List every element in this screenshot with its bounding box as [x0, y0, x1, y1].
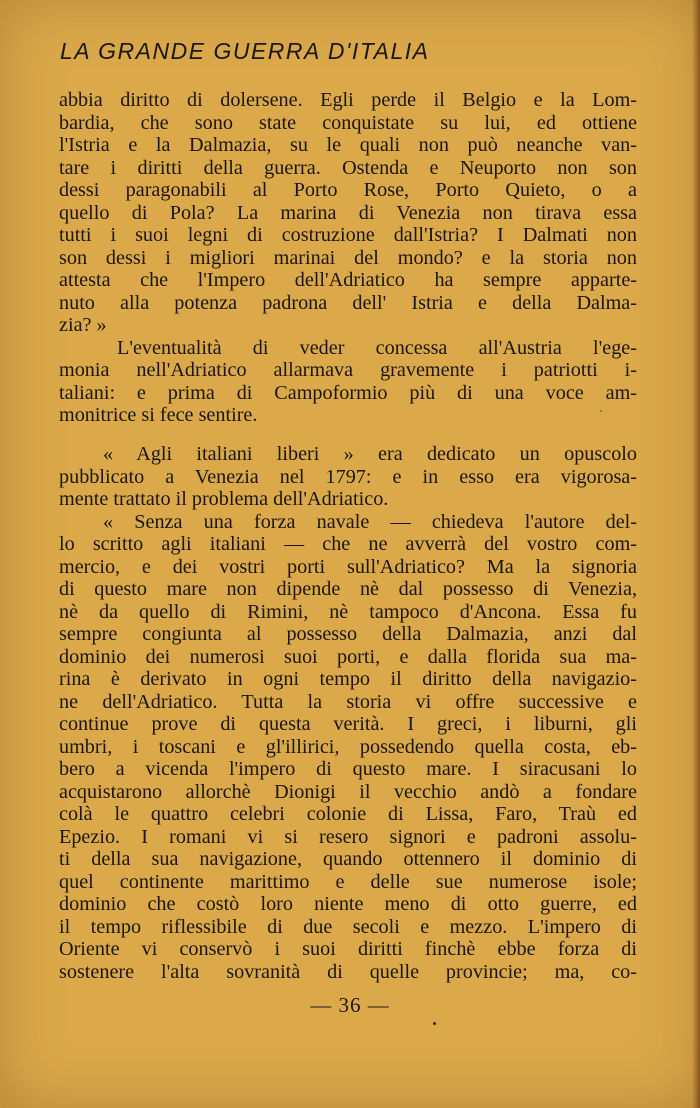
text-line: l'Istria e la Dalmazia, su le quali non può neanche van-: [59, 134, 637, 156]
text-line: monia nell'Adriatico allarmava gravemente i patriotti i-: [59, 359, 637, 381]
text-line: di questo mare non dipende nè dal possesso di Venezia,: [59, 578, 637, 600]
text-line: sempre congiunta al possesso della Dalmazia, anzi dal: [59, 623, 637, 645]
text-block-upper: [59, 89, 637, 427]
paper-speck: [600, 410, 602, 412]
text-line: quello di Pola? La marina di Venezia non tirava essa: [59, 201, 637, 224]
text-line: Epezio. I romani vi si resero signori e padroni assolu-: [59, 825, 637, 848]
text-line: taliani: e prima di Campoformio più di una voce am-: [59, 381, 637, 404]
page-edge-shadow: [692, 0, 700, 1108]
text-line: ne dell'Adriatico. Tutta la storia vi offre successive e: [59, 690, 637, 713]
text-line: sostenere l'alta sovranità di quelle provincie; ma, co-: [59, 960, 637, 983]
text-line: nè da quello di Rimini, nè tampoco d'Ancona. Essa fu: [59, 600, 637, 623]
text-line: Oriente vi conservò i suoi diritti finchè ebbe forza di: [59, 938, 637, 960]
text-line: attesta che l'Impero dell'Adriatico ha sempre apparte-: [59, 269, 637, 291]
text-line: zia? »: [59, 314, 107, 336]
text-line: dessi paragonabili al Porto Rose, Porto Quieto, o a: [59, 179, 637, 201]
text-line: acquistarono allorchè Dionigi il vecchio andò a fondare: [59, 780, 637, 803]
text-line: monitrice si fece sentire.: [59, 404, 258, 426]
text-line: il tempo riflessibile di due secoli e mezzo. L'impero di: [59, 915, 637, 938]
text-line: ti della sua navigazione, quando ottennero il dominio di: [59, 848, 637, 870]
text-line: continue prove di questa verità. I greci, i liburni, gli: [59, 713, 637, 735]
text-line: mercio, e dei vostri porti sull'Adriatico? Ma la signoria: [59, 555, 637, 578]
text-line: dominio che costò loro niente meno di otto guerre, ed: [59, 893, 637, 915]
text-line: tare i diritti della guerra. Ostenda e Neuporto non son: [59, 156, 637, 179]
text-line: quel continente marittimo e delle sue numerose isole;: [59, 870, 637, 893]
paragraph-start-line: « Agli italiani liberi » era dedicato un opuscolo: [103, 443, 637, 465]
text-line: bardia, che sono state conquistate su lui, ed ottiene: [59, 111, 637, 134]
running-title: LA GRANDE GUERRA D'ITALIA: [60, 38, 430, 64]
text-line: colà le quattro celebri colonie di Lissa, Faro, Traù ed: [59, 803, 637, 825]
text-line: dominio dei numerosi suoi porti, e dalla florida sua ma-: [59, 645, 637, 668]
text-line: lo scritto agli italiani — che ne avverrà del vostro com-: [59, 533, 637, 555]
page-number: — 36 —: [310, 993, 390, 1017]
text-block-lower: [59, 443, 637, 983]
paper-speck: [433, 1022, 436, 1025]
text-line: abbia diritto di dolersene. Egli perde il Belgio e la Lom-: [59, 89, 637, 111]
text-line: mente trattato il problema dell'Adriatico.: [59, 488, 389, 510]
text-line: nuto alla potenza padrona dell' Istria e della Dalma-: [59, 291, 637, 314]
text-line: pubblicato a Venezia nel 1797: e in esso era vigorosa-: [59, 465, 637, 488]
paragraph-start-line: L'eventualità di veder concessa all'Austria l'ege-: [117, 336, 637, 359]
text-line: rina è derivato in ogni tempo il diritto della navigazio-: [59, 668, 637, 690]
text-line: tutti i suoi legni di costruzione dall'Istria? I Dalmati non: [59, 224, 637, 246]
paragraph-start-line: « Senza una forza navale — chiedeva l'autore del-: [103, 510, 637, 533]
text-line: son dessi i migliori marinai del mondo? e la storia non: [59, 246, 637, 269]
text-line: bero a vicenda l'impero di questo mare. I siracusani lo: [59, 758, 637, 780]
text-line: umbri, i toscani e gl'illirici, possedendo quella costa, eb-: [59, 735, 637, 758]
